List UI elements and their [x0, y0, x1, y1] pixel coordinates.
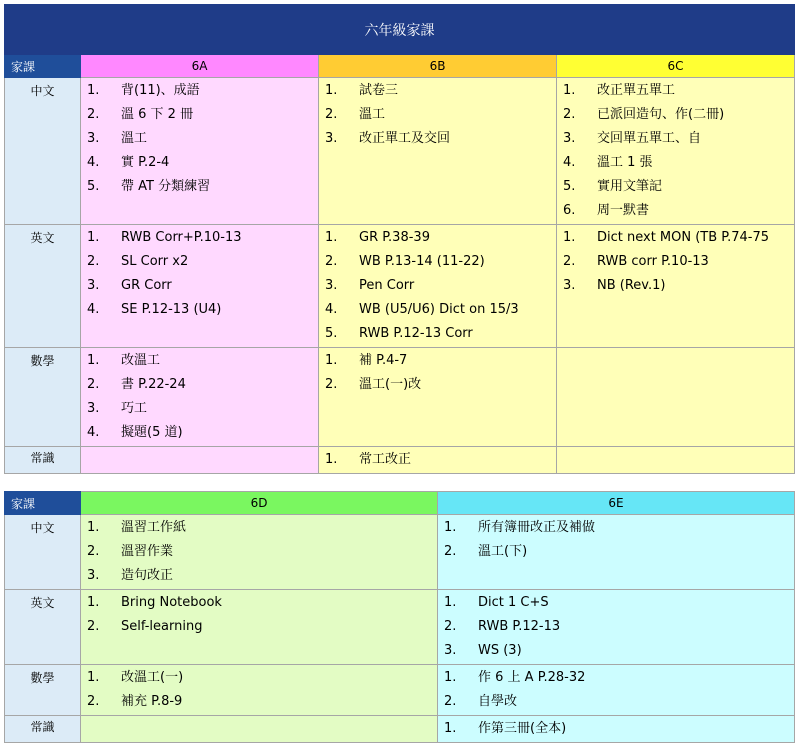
homework-item	[438, 615, 794, 639]
item-number: 3.	[563, 131, 576, 146]
item-text: 帶 AT 分類練習	[121, 179, 211, 194]
homework-item	[557, 127, 794, 151]
item-text: RWB Corr+P.10-13	[121, 230, 242, 245]
item-number: 2.	[325, 377, 338, 392]
item-number: 2.	[87, 254, 100, 269]
homework-item	[81, 540, 437, 564]
item-number: 2.	[444, 544, 457, 559]
homework-item	[438, 540, 794, 564]
item-text: 周一默書	[597, 203, 650, 218]
item-text: 背(11)、成語	[121, 83, 200, 98]
homework-item	[81, 151, 318, 175]
item-number: 5.	[563, 179, 576, 194]
item-text: 溫工 1 張	[597, 155, 653, 170]
homework-item	[557, 151, 794, 175]
item-number: 1.	[325, 230, 338, 245]
item-text: 改溫工(一)	[121, 670, 184, 685]
item-text: Dict 1 C+S	[478, 595, 549, 610]
item-number: 3.	[325, 131, 338, 146]
page-title: 六年級家課	[5, 5, 795, 55]
item-text: 改正單五單工	[597, 83, 676, 98]
table-row-chinese	[5, 515, 795, 590]
homework-item	[319, 103, 556, 127]
item-number: 3.	[444, 643, 457, 658]
item-text: RWB P.12-13 Corr	[359, 326, 473, 341]
item-number: 5.	[87, 179, 100, 194]
homework-item	[319, 349, 556, 373]
item-number: 2.	[325, 254, 338, 269]
homework-item	[557, 199, 794, 223]
item-text: 巧工	[121, 401, 148, 416]
item-text: 所有簿冊改正及補做	[478, 520, 596, 535]
class-header-6e: 6E	[438, 492, 795, 515]
subject-label: 常識	[5, 447, 81, 474]
item-number: 1.	[444, 595, 457, 610]
item-number: 2.	[563, 107, 576, 122]
homework-item	[319, 226, 556, 250]
item-number: 3.	[87, 568, 100, 583]
item-number: 2.	[87, 619, 100, 634]
homework-cell	[81, 515, 438, 590]
item-number: 4.	[325, 302, 338, 317]
homework-item	[319, 250, 556, 274]
homework-item	[557, 274, 794, 298]
homework-cell	[557, 225, 795, 348]
item-text: 溫工	[121, 131, 148, 146]
homework-item	[319, 322, 556, 346]
homework-item	[557, 250, 794, 274]
homework-item	[81, 564, 437, 588]
homework-item	[81, 250, 318, 274]
subject-column-header: 家課	[5, 55, 81, 78]
item-text: WB P.13-14 (11-22)	[359, 254, 485, 269]
item-number: 1.	[444, 670, 457, 685]
item-number: 1.	[563, 83, 576, 98]
homework-item	[319, 448, 556, 472]
homework-item	[81, 690, 437, 714]
table-row-math	[5, 665, 795, 716]
homework-item	[81, 298, 318, 322]
item-text: 溫習作業	[121, 544, 174, 559]
item-text: 作第三冊(全本)	[478, 721, 567, 736]
homework-cell	[81, 590, 438, 665]
homework-item	[81, 373, 318, 397]
homework-cell	[438, 716, 795, 743]
homework-cell	[81, 447, 319, 474]
item-number: 5.	[325, 326, 338, 341]
item-text: RWB P.12-13	[478, 619, 561, 634]
item-text: 造句改正	[121, 568, 174, 583]
subject-label: 數學	[5, 665, 81, 716]
item-text: 補 P.4-7	[359, 353, 408, 368]
item-text: 實 P.2-4	[121, 155, 170, 170]
item-text: 溫習工作紙	[121, 520, 187, 535]
item-number: 1.	[563, 230, 576, 245]
subject-label: 數學	[5, 348, 81, 447]
table-row-english	[5, 225, 795, 348]
table-row-general-studies	[5, 716, 795, 743]
item-text: 交回單五單工、自	[597, 131, 702, 146]
item-number: 2.	[87, 544, 100, 559]
item-number: 1.	[325, 452, 338, 467]
homework-item	[557, 79, 794, 103]
subject-column-header: 家課	[5, 492, 81, 515]
item-text: WB (U5/U6) Dict on 15/3	[359, 302, 519, 317]
homework-item	[81, 421, 318, 445]
item-text: SL Corr x2	[121, 254, 189, 269]
homework-cell	[557, 78, 795, 225]
homework-item	[319, 373, 556, 397]
homework-item	[438, 639, 794, 663]
item-text: 已派回造句、作(二冊)	[597, 107, 725, 122]
item-number: 3.	[325, 278, 338, 293]
homework-item	[557, 103, 794, 127]
homework-item	[81, 349, 318, 373]
item-number: 2.	[444, 694, 457, 709]
item-text: Bring Notebook	[121, 595, 222, 610]
homework-item	[319, 298, 556, 322]
item-number: 1.	[87, 670, 100, 685]
homework-cell	[319, 78, 557, 225]
class-header-6c: 6C	[557, 55, 795, 78]
homework-cell	[319, 225, 557, 348]
table-row-english	[5, 590, 795, 665]
item-number: 1.	[87, 595, 100, 610]
homework-table-6de	[4, 491, 795, 743]
item-number: 2.	[87, 107, 100, 122]
item-text: NB (Rev.1)	[597, 278, 666, 293]
class-header-6b: 6B	[319, 55, 557, 78]
homework-cell	[438, 665, 795, 716]
homework-cell	[319, 447, 557, 474]
item-number: 1.	[87, 83, 100, 98]
homework-item	[319, 127, 556, 151]
item-number: 1.	[444, 721, 457, 736]
item-text: 溫工	[359, 107, 386, 122]
homework-item	[557, 175, 794, 199]
homework-item	[319, 274, 556, 298]
class-header-6d: 6D	[81, 492, 438, 515]
item-text: 試卷三	[359, 83, 399, 98]
item-number: 4.	[87, 425, 100, 440]
subject-label: 英文	[5, 225, 81, 348]
item-text: RWB corr P.10-13	[597, 254, 709, 269]
item-number: 1.	[325, 83, 338, 98]
homework-cell	[557, 447, 795, 474]
item-number: 3.	[87, 278, 100, 293]
item-text: 溫 6 下 2 冊	[121, 107, 194, 122]
homework-item	[81, 79, 318, 103]
subject-label: 中文	[5, 78, 81, 225]
item-number: 2.	[444, 619, 457, 634]
item-number: 1.	[444, 520, 457, 535]
item-text: GR P.38-39	[359, 230, 430, 245]
item-text: 改正單工及交回	[359, 131, 451, 146]
homework-cell	[319, 348, 557, 447]
subject-label: 中文	[5, 515, 81, 590]
subject-label: 常識	[5, 716, 81, 743]
item-number: 1.	[87, 353, 100, 368]
homework-item	[438, 516, 794, 540]
homework-item	[438, 591, 794, 615]
item-number: 1.	[87, 230, 100, 245]
table-row-chinese	[5, 78, 795, 225]
homework-table-6abc	[4, 4, 795, 474]
item-text: 改溫工	[121, 353, 161, 368]
homework-item	[81, 274, 318, 298]
class-header-6a: 6A	[81, 55, 319, 78]
item-text: WS (3)	[478, 643, 522, 658]
homework-cell	[438, 515, 795, 590]
homework-item	[81, 516, 437, 540]
item-number: 1.	[87, 520, 100, 535]
item-text: Pen Corr	[359, 278, 415, 293]
item-number: 1.	[325, 353, 338, 368]
item-text: SE P.12-13 (U4)	[121, 302, 222, 317]
item-text: 自學改	[478, 694, 518, 709]
item-text: 溫工(下)	[478, 544, 528, 559]
item-number: 2.	[87, 694, 100, 709]
homework-cell	[81, 225, 319, 348]
homework-cell	[81, 348, 319, 447]
item-number: 4.	[87, 155, 100, 170]
item-number: 2.	[87, 377, 100, 392]
item-number: 6.	[563, 203, 576, 218]
homework-item	[81, 103, 318, 127]
homework-item	[557, 226, 794, 250]
homework-item	[81, 615, 437, 639]
homework-item	[81, 127, 318, 151]
subject-label: 英文	[5, 590, 81, 665]
homework-cell	[81, 716, 438, 743]
table-row-general-studies	[5, 447, 795, 474]
homework-cell	[81, 78, 319, 225]
homework-item	[81, 666, 437, 690]
item-text: 擬題(5 道)	[121, 425, 183, 440]
item-number: 3.	[87, 401, 100, 416]
homework-item	[81, 226, 318, 250]
homework-item	[438, 717, 794, 741]
table-row-math	[5, 348, 795, 447]
homework-cell	[81, 665, 438, 716]
homework-cell	[438, 590, 795, 665]
homework-item	[438, 690, 794, 714]
item-text: 常工改正	[359, 452, 412, 467]
item-text: 實用文筆記	[597, 179, 663, 194]
homework-item	[81, 591, 437, 615]
item-text: 作 6 上 A P.28-32	[478, 670, 586, 685]
item-text: 書 P.22-24	[121, 377, 186, 392]
homework-item	[438, 666, 794, 690]
item-text: 補充 P.8-9	[121, 694, 183, 709]
item-number: 2.	[563, 254, 576, 269]
item-number: 4.	[87, 302, 100, 317]
homework-cell	[557, 348, 795, 447]
item-number: 4.	[563, 155, 576, 170]
item-text: Dict next MON (TB P.74-75	[597, 230, 770, 245]
item-text: GR Corr	[121, 278, 172, 293]
item-text: Self-learning	[121, 619, 203, 634]
item-number: 3.	[87, 131, 100, 146]
homework-item	[81, 397, 318, 421]
item-number: 3.	[563, 278, 576, 293]
homework-item	[319, 79, 556, 103]
homework-item	[81, 175, 318, 199]
item-number: 2.	[325, 107, 338, 122]
item-text: 溫工(一)改	[359, 377, 422, 392]
